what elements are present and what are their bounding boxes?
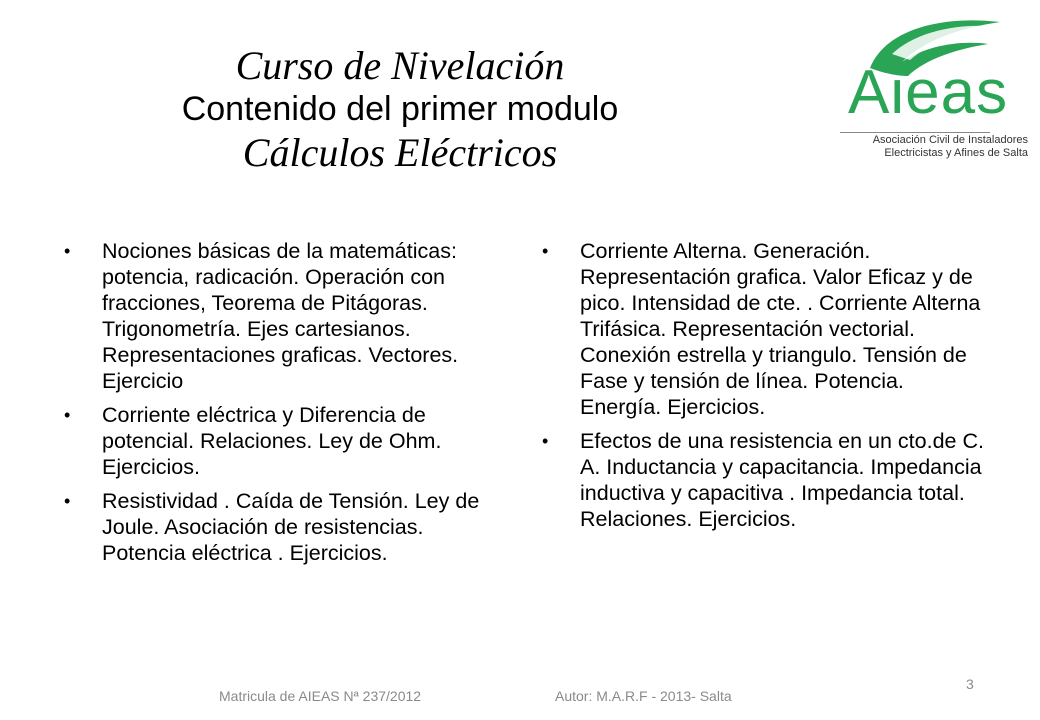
list-item-text: Corriente eléctrica y Diferencia de potencial. Relaciones. Ley de Ohm. Ejercicios. <box>102 403 442 479</box>
bullet-icon: • <box>64 491 71 511</box>
logo-subtitle-line1: Asociación Civil de Instaladores <box>872 134 1028 146</box>
list-item-text: Resistividad . Caída de Tensión. Ley de Joule. Asociación de resistencias. Potencia eléctrica . Ejercicios. <box>102 489 480 565</box>
footer-registration: Matricula de AIEAS Nª 237/2012 <box>219 688 422 704</box>
bullet-icon: • <box>542 241 549 261</box>
title-line-module: Contenido del primer modulo <box>181 90 619 129</box>
logo-subtitle <box>840 134 1028 160</box>
page-number: 3 <box>966 676 974 692</box>
list-item-text: Corriente Alterna. Generación. Representación grafica. Valor Eficaz y de pico. Intensidad de cte. . Corriente Alterna Trifásica. Representación vectorial. Conexión estrella y triangulo. Tensión de Fase y tensión de línea. Potencia. Energía. Ejercicios. <box>580 239 981 419</box>
list-item <box>62 488 507 566</box>
logo-divider <box>840 132 990 133</box>
slide-title <box>120 42 680 176</box>
bullet-icon: • <box>64 241 71 261</box>
list-item <box>540 428 990 532</box>
list-item-text: Efectos de una resistencia en un cto.de C. A. Inductancia y capacitancia. Impedancia inductiva y capacitiva . Impedancia total. Relaciones. Ejercicios. <box>580 429 984 531</box>
list-item <box>540 238 990 420</box>
aieas-logo <box>830 10 1030 170</box>
list-item <box>62 238 507 394</box>
footer-author: Autor: M.A.R.F - 2013- Salta <box>555 688 732 704</box>
bullet-icon: • <box>542 431 549 451</box>
left-content-list <box>62 238 507 574</box>
logo-subtitle-line2: Electricistas y Afines de Salta <box>884 147 1028 160</box>
title-line-course: Curso de Nivelación <box>235 43 565 88</box>
list-item-text: Nociones básicas de la matemáticas: potencia, radicación. Operación con fracciones, Teorema de Pitágoras. Trigonometría. Ejes cartesianos. Representaciones graficas. Vectores. Ejercicio <box>102 239 459 393</box>
title-line-topic: Cálculos Eléctricos <box>242 130 558 176</box>
logo-wordmark: Aieas <box>848 58 1009 127</box>
right-content-list <box>540 238 990 540</box>
list-item <box>62 402 507 480</box>
bullet-icon: • <box>64 405 71 425</box>
